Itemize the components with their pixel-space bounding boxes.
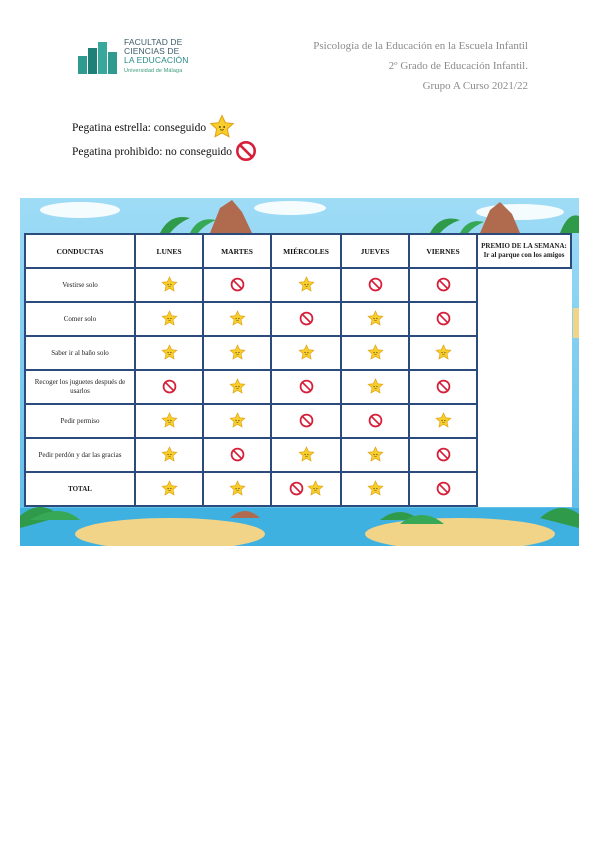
day-cell bbox=[409, 404, 477, 438]
total-row bbox=[25, 472, 571, 506]
behavior-label: Pedir perdón y dar las gracias bbox=[25, 438, 135, 472]
behavior-chart-table bbox=[24, 233, 572, 507]
star-sticker-icon bbox=[367, 480, 384, 499]
day-cell bbox=[341, 404, 409, 438]
legend-star-row bbox=[72, 116, 257, 140]
table-row bbox=[25, 438, 571, 472]
table-row bbox=[25, 404, 571, 438]
table-row bbox=[25, 268, 571, 302]
day-cell bbox=[203, 302, 271, 336]
logo-line-4: Universidad de Málaga bbox=[124, 68, 183, 74]
day-cell bbox=[203, 268, 271, 302]
star-sticker-icon bbox=[298, 276, 315, 295]
table-body bbox=[25, 268, 571, 506]
star-sticker-icon bbox=[229, 310, 246, 329]
day-cell bbox=[135, 336, 203, 370]
day-cell bbox=[341, 336, 409, 370]
header-group: Grupo A Curso 2021/22 bbox=[422, 80, 528, 92]
day-cell bbox=[135, 404, 203, 438]
forbidden-sticker-icon bbox=[436, 447, 451, 464]
forbidden-sticker-icon bbox=[368, 413, 383, 430]
total-label: TOTAL bbox=[25, 472, 135, 506]
forbidden-sticker-icon bbox=[230, 447, 245, 464]
day-cell bbox=[203, 370, 271, 404]
star-sticker-icon bbox=[229, 480, 246, 499]
header-monday: LUNES bbox=[135, 234, 203, 268]
star-sticker-icon bbox=[435, 412, 452, 431]
day-cell bbox=[341, 370, 409, 404]
day-cell bbox=[135, 438, 203, 472]
forbidden-sticker-icon bbox=[230, 277, 245, 294]
star-sticker-icon bbox=[206, 114, 235, 143]
forbidden-sticker-icon bbox=[232, 140, 257, 165]
faculty-logo-text bbox=[124, 38, 189, 76]
day-cell bbox=[271, 472, 341, 506]
day-cell bbox=[135, 302, 203, 336]
forbidden-sticker-icon bbox=[162, 379, 177, 396]
day-cell bbox=[271, 302, 341, 336]
star-sticker-icon bbox=[367, 310, 384, 329]
star-sticker-icon bbox=[298, 344, 315, 363]
table-row bbox=[25, 336, 571, 370]
behavior-label: Pedir permiso bbox=[25, 404, 135, 438]
forbidden-sticker-icon bbox=[436, 379, 451, 396]
day-cell bbox=[341, 438, 409, 472]
header-thursday: JUEVES bbox=[341, 234, 409, 268]
day-cell bbox=[203, 404, 271, 438]
star-sticker-icon bbox=[367, 446, 384, 465]
weekly-prize: PREMIO DE LA SEMANA: Ir al parque con los amigos bbox=[477, 234, 571, 268]
legend-star-label: Pegatina estrella: conseguido bbox=[72, 122, 207, 134]
star-sticker-icon bbox=[298, 446, 315, 465]
day-cell bbox=[341, 472, 409, 506]
logo-line-2: CIENCIAS DE bbox=[124, 46, 180, 56]
behavior-label: Saber ir al baño solo bbox=[25, 336, 135, 370]
faculty-logo-mark-icon bbox=[78, 42, 118, 74]
day-cell bbox=[271, 438, 341, 472]
header-course: Psicología de la Educación en la Escuela Infantil bbox=[313, 40, 528, 52]
star-sticker-icon bbox=[161, 310, 178, 329]
forbidden-sticker-icon bbox=[436, 481, 451, 498]
header-behaviors: CONDUCTAS bbox=[25, 234, 135, 268]
star-sticker-icon bbox=[435, 344, 452, 363]
day-cell bbox=[135, 268, 203, 302]
star-sticker-icon bbox=[161, 276, 178, 295]
star-sticker-icon bbox=[367, 344, 384, 363]
forbidden-sticker-icon bbox=[299, 413, 314, 430]
header-friday: VIERNES bbox=[409, 234, 477, 268]
day-cell bbox=[271, 336, 341, 370]
header-degree: 2º Grado de Educación Infantil. bbox=[388, 60, 528, 72]
day-cell bbox=[135, 472, 203, 506]
table-header-row bbox=[25, 234, 571, 268]
day-cell bbox=[409, 438, 477, 472]
header-wednesday: MIÉRCOLES bbox=[271, 234, 341, 268]
forbidden-sticker-icon bbox=[436, 277, 451, 294]
day-cell bbox=[341, 268, 409, 302]
logo-line-1: FACULTAD DE bbox=[124, 37, 183, 47]
forbidden-sticker-icon bbox=[299, 379, 314, 396]
star-sticker-icon bbox=[229, 412, 246, 431]
legend-forbidden-row bbox=[72, 140, 257, 164]
forbidden-sticker-icon bbox=[368, 277, 383, 294]
star-sticker-icon bbox=[161, 344, 178, 363]
header-tuesday: MARTES bbox=[203, 234, 271, 268]
day-cell bbox=[135, 370, 203, 404]
day-cell bbox=[409, 370, 477, 404]
star-sticker-icon bbox=[229, 378, 246, 397]
day-cell bbox=[409, 302, 477, 336]
star-sticker-icon bbox=[229, 344, 246, 363]
day-cell bbox=[203, 336, 271, 370]
day-cell bbox=[203, 438, 271, 472]
day-cell bbox=[203, 472, 271, 506]
day-cell bbox=[409, 472, 477, 506]
logo-line-3: LA EDUCACIÓN bbox=[124, 55, 189, 65]
star-sticker-icon bbox=[161, 412, 178, 431]
forbidden-sticker-icon bbox=[299, 311, 314, 328]
behavior-label: Recoger los juguetes después de usarlos bbox=[25, 370, 135, 404]
day-cell bbox=[271, 404, 341, 438]
day-cell bbox=[271, 268, 341, 302]
forbidden-sticker-icon bbox=[436, 311, 451, 328]
day-cell bbox=[341, 302, 409, 336]
behavior-label: Comer solo bbox=[25, 302, 135, 336]
sticker-legend bbox=[72, 116, 257, 164]
document-header bbox=[313, 36, 528, 96]
legend-forbidden-label: Pegatina prohibido: no conseguido bbox=[72, 146, 233, 158]
day-cell bbox=[271, 370, 341, 404]
forbidden-sticker-icon bbox=[289, 481, 304, 498]
behavior-chart-banner bbox=[20, 198, 579, 546]
star-sticker-icon bbox=[161, 446, 178, 465]
day-cell bbox=[409, 336, 477, 370]
behavior-label: Vestirse solo bbox=[25, 268, 135, 302]
day-cell bbox=[409, 268, 477, 302]
star-sticker-icon bbox=[307, 480, 324, 499]
table-row bbox=[25, 302, 571, 336]
table-row bbox=[25, 370, 571, 404]
star-sticker-icon bbox=[367, 378, 384, 397]
star-sticker-icon bbox=[161, 480, 178, 499]
faculty-logo bbox=[78, 38, 198, 82]
